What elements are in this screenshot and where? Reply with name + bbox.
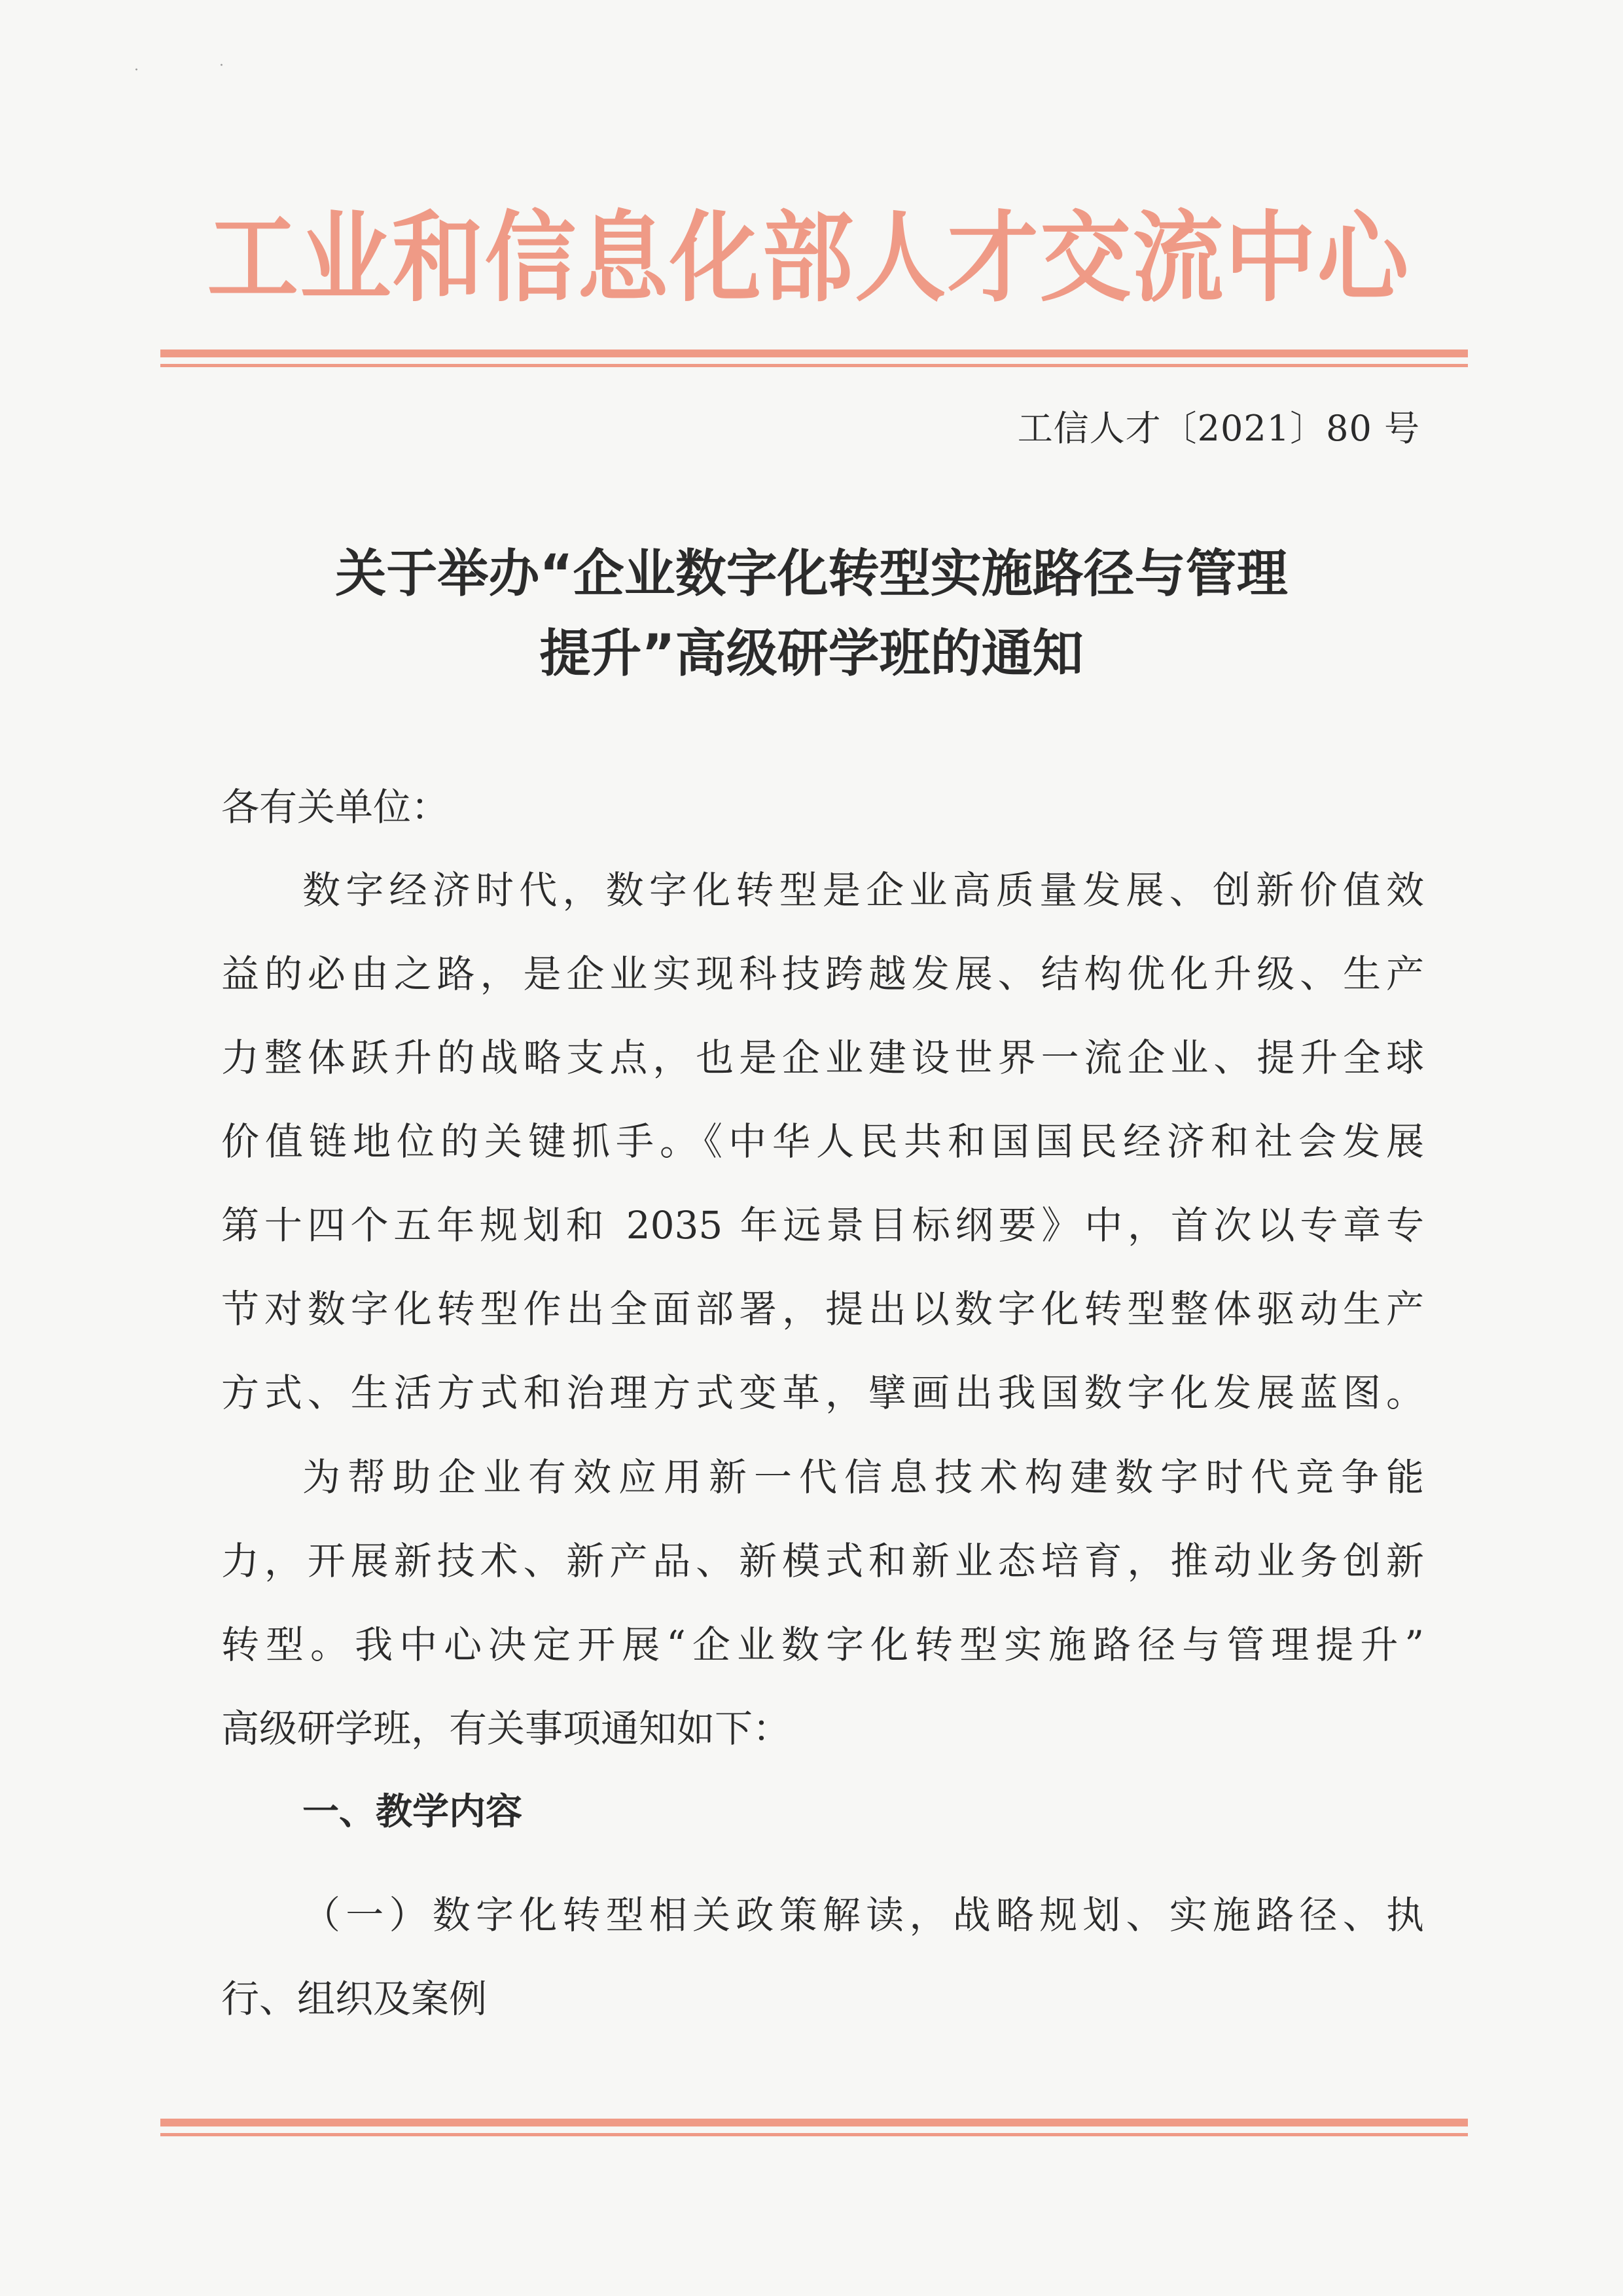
paragraph-1-line: 力整体跃升的战略支点，也是企业建设世界一流企业、提升全球 bbox=[221, 1035, 1424, 1080]
paragraph-1-line: 第十四个五年规划和 2035 年远景目标纲要》中，首次以专章专 bbox=[221, 1203, 1424, 1247]
item-1-line: 行、组织及案例 bbox=[221, 1977, 488, 2021]
salutation: 各有关单位： bbox=[221, 785, 450, 829]
paragraph-1-line: 益的必由之路，是企业实现科技跨越发展、结构优化升级、生产 bbox=[221, 952, 1424, 996]
scan-speck: · bbox=[134, 62, 139, 79]
paragraph-1-line: 节对数字化转型作出全面部署，提出以数字化转型整体驱动生产 bbox=[221, 1287, 1424, 1331]
paragraph-2-line: 转型。我中心决定开展“企业数字化转型实施路径与管理提升” bbox=[221, 1623, 1424, 1667]
item-1-line: （一）数字化转型相关政策解读，战略规划、实施路径、执 bbox=[302, 1893, 1424, 1937]
paragraph-2-line: 力，开展新技术、新产品、新模式和新业态培育，推动业务创新 bbox=[221, 1539, 1424, 1583]
paragraph-1-line: 数字经济时代，数字化转型是企业高质量发展、创新价值效 bbox=[302, 868, 1424, 912]
footer-rule-thin bbox=[160, 2133, 1468, 2136]
scan-speck: · bbox=[219, 58, 224, 74]
footer-rule-thick bbox=[160, 2119, 1468, 2126]
document-title-line-1: 关于举办“企业数字化转型实施路径与管理 bbox=[335, 545, 1288, 603]
document-number: 工信人才〔2021〕80 号 bbox=[1017, 408, 1420, 449]
section-1-heading: 一、教学内容 bbox=[302, 1791, 522, 1833]
paragraph-1-line: 价值链地位的关键抓手。《中华人民共和国国民经济和社会发展 bbox=[221, 1119, 1424, 1164]
paragraph-2-line: 为帮助企业有效应用新一代信息技术构建数字时代竞争能 bbox=[302, 1455, 1424, 1499]
document-title-line-2: 提升”高级研学班的通知 bbox=[539, 624, 1084, 683]
masthead-rule-thin bbox=[160, 364, 1468, 367]
paragraph-2-line: 高级研学班，有关事项通知如下： bbox=[221, 1706, 791, 1751]
masthead-org-name: 工业和信息化部人才交流中心 bbox=[207, 202, 1410, 315]
masthead-rule-thick bbox=[160, 350, 1468, 357]
paragraph-1-line: 方式、生活方式和治理方式变革，擘画出我国数字化发展蓝图。 bbox=[221, 1371, 1424, 1415]
